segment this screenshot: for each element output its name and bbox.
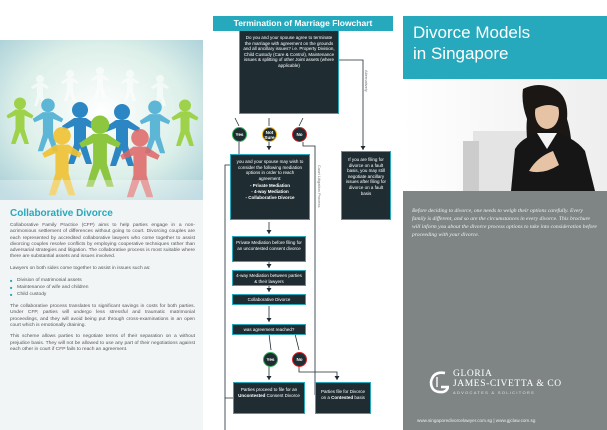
list-item: ■ Division of matrimonial assets	[10, 277, 195, 284]
no-option-2: No	[292, 352, 307, 367]
logo-line-1: GLORIA	[453, 369, 493, 379]
court-litigation-label: Court Litigation Process	[317, 165, 322, 208]
left-panel	[0, 0, 203, 430]
no-option-1: No	[292, 127, 307, 142]
logo-line-2: JAMES-CIVETTA & CO	[453, 379, 562, 389]
list-item: ■ Maintenance of wife and children	[10, 284, 195, 291]
collab-paragraph-1: Collaborative Family Practice (CFP) aims to help parties engage in a non-acrimonious settlement of differences without going to court. Divorcing couples are each represented by accredited collaborative lawyers who come together to assist divorcing couples resolve conflicts by employing cooperative techniques rather than adversarial strategies and litigation. The collaborative process is most suitable where there are substantial assets and issues involved.	[10, 223, 195, 260]
firm-logo	[427, 369, 597, 399]
intro-panel	[403, 191, 607, 430]
paper-people-photo	[0, 40, 203, 200]
not-sure-option: Not Sure	[262, 127, 277, 142]
yes-option-1: Yes	[232, 127, 247, 142]
alternatively-label: Alternatively	[364, 70, 369, 92]
collaborative-divorce-box: Collaborative Divorce	[232, 294, 306, 305]
list-item: ■ Child custody	[10, 291, 195, 298]
yes-option-2: Yes	[263, 352, 278, 367]
title-line-2: in Singapore	[413, 44, 509, 63]
four-way-mediation-box: 4-way Mediation between parties & their lawyers	[232, 270, 306, 286]
website-urls: www.singaporedivorcelawyer.com.sg | www.gjclaw.com.sg	[417, 418, 536, 423]
firm-logo-mark-icon	[427, 369, 449, 395]
intro-text: Before deciding to divorce, one needs to weigh their options carefully. Every family is different, and so are the circumstances in every divorce. This brochure will inform you about the divorce process options to take into consideration before proceeding with your divorce.	[412, 208, 597, 238]
title-block	[403, 16, 607, 79]
agreement-reached-box: was agreement reached?	[232, 324, 306, 335]
collab-paragraph-3: The collaborative process translates to significant savings in costs for both parties. Under CFP, parties will undergo less stressful and traumatic matrimonial proceedings, and they will avoid being put through cross-examinations in an open court which is emotionally draining.	[10, 304, 195, 328]
flowchart-title: Termination of Marriage Flowchart	[213, 16, 393, 31]
fault-basis-box: If you are filing for divorce on a fault basis, you may still negotiate ancillary issues after filing for divorce on a fault basis	[341, 151, 391, 220]
right-panel	[403, 0, 607, 430]
issues-list	[10, 277, 195, 298]
collab-paragraph-4: This scheme allows parties to negotiate terms of their separation on a without prejudice basis. They will not be allowed to use any part of their negotiations against each other in court if CFP fails to reach an agreement.	[10, 334, 195, 352]
q1-agreement-box: Do you and your spouse agree to terminate the marriage with agreement on the grounds and all ancillary issues? i.e. Property Division, Child Custody (Care & Control), Maintenance issues & splitting of other Joint assets (where applicable)	[239, 30, 339, 114]
mediation-options-box: you and your spouse may wish to consider the following mediation options in order to reach agreement: - Private Mediation - 4-way Mediation - Collaborative Divorce	[230, 154, 310, 220]
uncontested-divorce-box: Parties proceed to file for an Uncontested Consent Divorce	[233, 382, 305, 414]
collab-paragraph-2: Lawyers on both sides come together to assist in issues such as:	[10, 265, 151, 271]
logo-line-3: ADVOCATES & SOLICITORS	[453, 390, 536, 395]
contested-divorce-box: Parties file for Divorce on a Contested basis	[315, 382, 371, 414]
woman-photo	[403, 79, 607, 191]
private-mediation-box: Private Mediation before filing for an uncontested consent divorce	[232, 236, 306, 262]
collaborative-divorce-section	[0, 200, 203, 430]
title-line-1: Divorce Models	[413, 23, 531, 42]
flowchart-panel	[203, 0, 403, 430]
collaborative-divorce-heading: Collaborative Divorce	[10, 208, 113, 219]
